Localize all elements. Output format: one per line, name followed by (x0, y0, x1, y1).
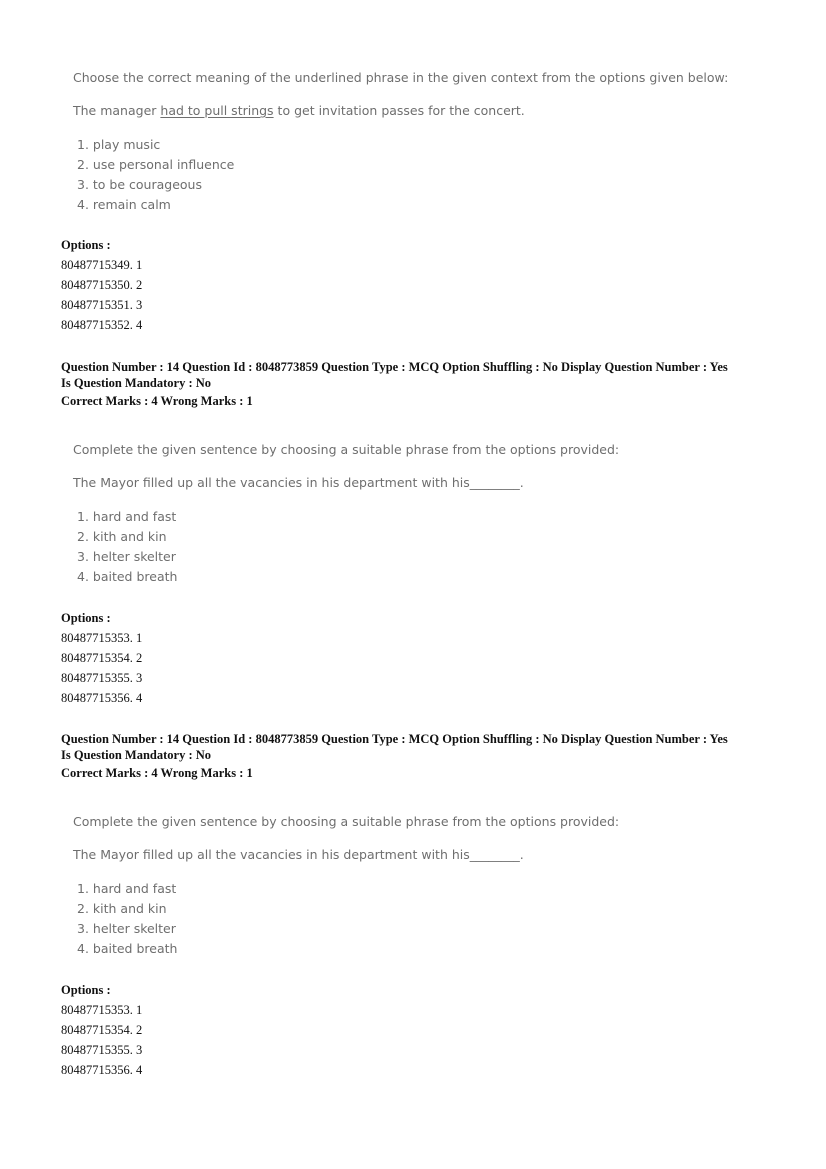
question-mandatory-line: Is Question Mandatory : No (61, 376, 212, 390)
choice-item: 4. baited breath (77, 941, 178, 956)
choice-item: 1. play music (77, 137, 161, 152)
choice-item: 1. hard and fast (77, 881, 177, 896)
choice-list (73, 135, 753, 215)
option-id-row: 80487715354. 2 (61, 651, 143, 665)
question-stem: The Mayor filled up all the vacancies in his department with his________. (73, 475, 524, 490)
question-stem (73, 101, 753, 121)
choice-item: 3. helter skelter (77, 921, 176, 936)
choice-item: 2. kith and kin (77, 901, 167, 916)
option-id-row: 80487715356. 4 (61, 691, 143, 705)
options-section (61, 980, 142, 1080)
question-instruction: Complete the given sentence by choosing a suitable phrase from the options provided: (73, 442, 620, 457)
question-instruction: Choose the correct meaning of the underlined phrase in the given context from the options given below: (73, 70, 729, 85)
question-instruction: Complete the given sentence by choosing a suitable phrase from the options provided: (73, 814, 620, 829)
choice-item: 3. helter skelter (77, 549, 176, 564)
options-section (61, 235, 142, 335)
option-id-row: 80487715352. 4 (61, 318, 143, 332)
choice-item: 4. baited breath (77, 569, 178, 584)
stem-text-before: The manager (73, 103, 161, 118)
options-label: Options : (61, 983, 111, 997)
stem-text-after: to get invitation passes for the concert. (273, 103, 525, 118)
question-meta (61, 359, 776, 409)
question-meta-line: Question Number : 14 Question Id : 8048773859 Question Type : MCQ Option Shuffling : No Display Question Number : Yes (61, 360, 728, 374)
question-mandatory-line: Is Question Mandatory : No (61, 748, 212, 762)
choice-list (73, 879, 753, 959)
question-image (73, 440, 753, 587)
question-stem: The Mayor filled up all the vacancies in his department with his________. (73, 847, 524, 862)
option-id-row: 80487715353. 1 (61, 631, 143, 645)
choice-item: 2. kith and kin (77, 529, 167, 544)
choice-item: 3. to be courageous (77, 177, 202, 192)
question-meta-line: Question Number : 14 Question Id : 8048773859 Question Type : MCQ Option Shuffling : No Display Question Number : Yes (61, 732, 728, 746)
option-id-row: 80487715349. 1 (61, 258, 143, 272)
question-image (73, 812, 753, 959)
choice-list (73, 507, 753, 587)
option-id-row: 80487715355. 3 (61, 1043, 143, 1057)
question-meta (61, 731, 776, 781)
options-label: Options : (61, 238, 111, 252)
underlined-phrase: had to pull strings (160, 103, 274, 118)
option-id-row: 80487715354. 2 (61, 1023, 143, 1037)
marks-line: Correct Marks : 4 Wrong Marks : 1 (61, 394, 253, 408)
option-id-row: 80487715355. 3 (61, 671, 143, 685)
question-image (73, 68, 753, 215)
choice-item: 2. use personal influence (77, 157, 235, 172)
choice-item: 1. hard and fast (77, 509, 177, 524)
option-id-row: 80487715351. 3 (61, 298, 143, 312)
options-section (61, 608, 142, 708)
option-id-row: 80487715356. 4 (61, 1063, 143, 1077)
choice-item: 4. remain calm (77, 197, 171, 212)
options-label: Options : (61, 611, 111, 625)
marks-line: Correct Marks : 4 Wrong Marks : 1 (61, 766, 253, 780)
option-id-row: 80487715350. 2 (61, 278, 143, 292)
option-id-row: 80487715353. 1 (61, 1003, 143, 1017)
